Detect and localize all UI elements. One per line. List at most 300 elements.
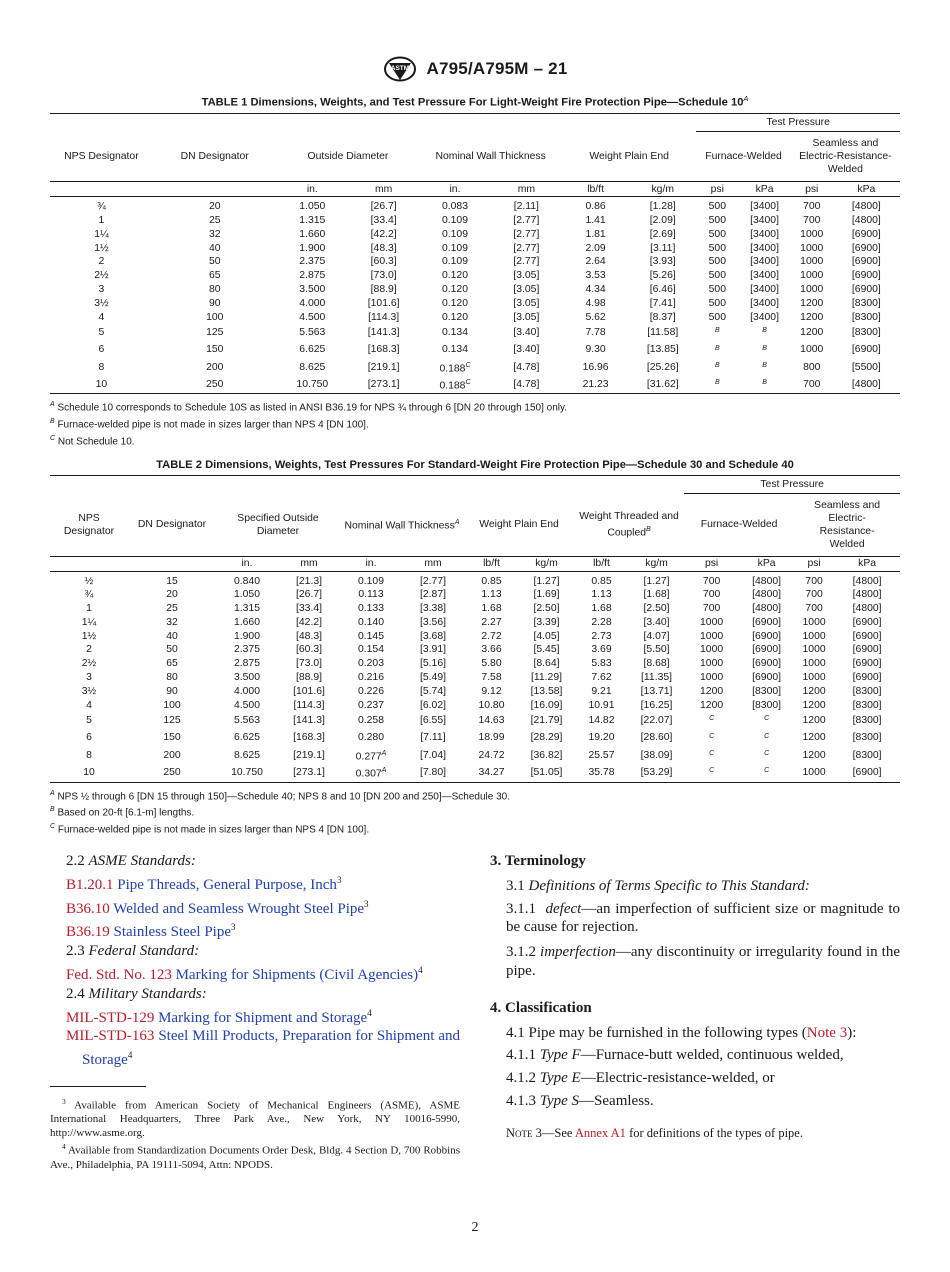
t1-cell: [4.78] — [513, 361, 540, 373]
section-3-1-1: 3.1.1 defect—an imperfection of sufficient size or magnitude to be cause for rejection. — [506, 900, 900, 936]
t2-cell: [13.58] — [530, 685, 563, 697]
t2-cell: 0.258 — [357, 715, 384, 727]
t1-cell: 200 — [206, 361, 224, 373]
t1-cell: [2.09] — [649, 215, 676, 227]
t2-cell: [3.68] — [420, 630, 446, 642]
t2-cell: 1000 — [802, 616, 826, 628]
t2-cell: [273.1] — [278, 764, 340, 782]
federal-references — [50, 961, 460, 985]
t2-cell: 14.63 — [478, 715, 505, 727]
t1-cell: 8 — [98, 361, 105, 373]
t1-unit-cell: in. — [419, 182, 490, 197]
t1-row — [50, 269, 900, 283]
t1-cell: 1000 — [800, 228, 824, 240]
t2-cell: 125 — [163, 715, 181, 727]
t2-footnote: $^A$ NPS ½ through 6 [DN 15 through 150]—Schedule 40; NPS 8 and 10 [DN 200 and 250]—Schedule 30. — [50, 789, 510, 802]
reference-title-link[interactable]: Pipe Threads, General Purpose, Inch — [117, 876, 337, 893]
t2-cell: 90 — [166, 685, 178, 697]
t1-cell: 2.875 — [299, 270, 326, 282]
t2-unit-cell: kPa — [739, 556, 794, 571]
t2-cell: 1000 — [700, 644, 724, 656]
t1-cell: B — [696, 376, 738, 394]
t1-row — [50, 324, 900, 341]
t2-cell: 25.57 — [588, 749, 615, 761]
t1-cell: 500 — [708, 284, 726, 296]
t2-cell: [8300] — [852, 685, 882, 697]
t2-cell: 2.72 — [481, 630, 502, 642]
t2-cell: [38.09] — [640, 749, 673, 761]
t1-row — [50, 297, 900, 311]
t2-cell: 1000 — [802, 658, 826, 670]
t1-cell: [6900] — [851, 284, 881, 296]
t2-cell: [4800] — [852, 575, 882, 587]
reference-item: Fed. Std. No. 123 Marking for Shipments (Civil Agencies)$^4$ — [66, 964, 423, 983]
t1-cell: [33.4] — [370, 215, 397, 227]
reference-code-link[interactable]: MIL-STD-163 — [66, 1028, 155, 1045]
t2-cell: 20 — [166, 589, 178, 601]
t1-cell: [11.58] — [647, 327, 679, 339]
t2-weight-header: Weight Plain End — [479, 519, 559, 530]
t2-cell: 1000 — [700, 672, 724, 684]
reference-code-link[interactable]: B36.10 — [66, 900, 110, 917]
t2-cell: 2½ — [81, 658, 97, 670]
t1-cell: B — [714, 344, 720, 352]
t1-unit-cell: mm — [348, 182, 419, 197]
t2-cell: 32 — [166, 616, 178, 628]
t1-cell: 700 — [791, 376, 833, 394]
t2-cell: [51.05] — [519, 764, 574, 782]
t1-od-header: Outside Diameter — [307, 150, 389, 162]
t2-cell: 5 — [86, 715, 92, 727]
t1-cell: B — [738, 376, 790, 394]
t1-cell: [26.7] — [370, 201, 397, 213]
t1-cell: 1000 — [800, 270, 824, 282]
t1-cell: [7.41] — [649, 297, 676, 309]
t2-cell: 0.203 — [357, 658, 384, 670]
t2-cell: [4800] — [752, 603, 782, 615]
t2-cell: 700 — [805, 575, 823, 587]
t2-units-row — [50, 556, 900, 571]
t1-cell: 2.375 — [299, 256, 326, 268]
reference-title-link[interactable]: Steel Mill Products, Preparation for Shipment and Storage — [82, 1028, 461, 1069]
t2-row — [50, 685, 900, 699]
t1-cell: [141.3] — [367, 327, 400, 339]
t1-unit-cell: kPa — [738, 182, 790, 197]
t1-cell: [3.40] — [513, 344, 540, 356]
t2-cell: [8.68] — [643, 658, 670, 670]
t2-cell: [11.35] — [641, 672, 673, 684]
t1-cell: 1¼ — [94, 228, 109, 240]
t1-cell: 2.64 — [585, 256, 606, 268]
t2-cell: [101.6] — [293, 685, 325, 697]
t1-row — [50, 359, 900, 376]
t2-cell: 0.226 — [357, 685, 384, 697]
t2-cell: 0.216 — [357, 672, 384, 684]
t2-cell: 1.13 — [481, 589, 502, 601]
t2-cell: [4800] — [852, 603, 882, 615]
t1-cell: B — [762, 327, 767, 335]
t2-cell: 1200 — [802, 732, 826, 744]
t1-cell: 21.23 — [562, 376, 629, 394]
t2-cell: [6900] — [752, 644, 782, 656]
t2-cell: 10.80 — [478, 699, 505, 711]
t2-cell: 0.140 — [357, 616, 384, 628]
t2-cell: 1000 — [794, 764, 834, 782]
t1-cell: 80 — [208, 284, 221, 296]
t2-row — [50, 588, 900, 602]
t2-cell: [5.50] — [643, 644, 670, 656]
t2-cell: 3 — [86, 672, 92, 684]
t1-cell: [114.3] — [368, 311, 400, 323]
t1-cell: 6 — [98, 344, 105, 356]
t1-cell: [3400] — [750, 256, 779, 268]
t2-cell: 0.85 — [481, 575, 502, 587]
t2-row — [50, 657, 900, 671]
t1-cell: [88.9] — [370, 284, 397, 296]
t2-unit-cell: lb/ft — [464, 556, 519, 571]
t1-cell: 100 — [206, 311, 224, 323]
t2-cell: C — [764, 750, 770, 757]
table-1-caption: TABLE 1 Dimensions, Weights, and Test Pressure For Light-Weight Fire Protection Pipe—Schedule $10^A$ — [201, 94, 749, 109]
t1-cell: 0.120 — [441, 270, 468, 282]
t1-row — [50, 255, 900, 269]
t1-test-pressure-header: Test Pressure — [696, 113, 900, 131]
t1-row — [50, 311, 900, 325]
t2-threaded-header: Weight Threaded and Coupled$^B$ — [579, 510, 679, 539]
t2-cell: 2.28 — [591, 616, 612, 628]
t2-cell: [1.68] — [643, 589, 670, 601]
t1-cell: [5500] — [851, 361, 881, 373]
t1-cell: [3400] — [750, 270, 779, 282]
t2-cell: 1.315 — [233, 603, 260, 615]
t2-unit-cell: kg/m — [519, 556, 574, 571]
t1-cell: 0.120 — [441, 311, 468, 323]
page-footnote: $^4$ Available from Standardization Documents Order Desk, Bldg. 4 Section D, 700 Robbins Ave., Philadelphia, PA 19111-5094, Attn: NPODS. — [50, 1142, 460, 1171]
reference-title-link[interactable]: Marking for Shipments (Civil Agencies) — [175, 966, 419, 983]
t2-cell: [114.3] — [293, 699, 325, 711]
t2-cell: [3.38] — [420, 603, 446, 615]
table-2-footnotes — [50, 787, 900, 837]
t2-cell: [26.7] — [296, 589, 322, 601]
t2-cell: 18.99 — [478, 732, 505, 744]
t1-cell: [8300] — [851, 297, 881, 309]
t1-cell: 2.09 — [585, 242, 606, 254]
t2-cell: [36.82] — [530, 749, 563, 761]
t2-cell: 35.78 — [574, 764, 629, 782]
t1-cell: B — [762, 344, 767, 352]
t1-cell: 3½ — [94, 297, 109, 309]
t1-cell: [3400] — [750, 311, 779, 323]
t2-cell: C — [709, 750, 715, 757]
t1-cell: 800 — [803, 361, 821, 373]
t2-cell: [8300] — [852, 699, 882, 711]
t2-unit-cell: in. — [340, 556, 402, 571]
t1-footnote: $^A$ Schedule 10 corresponds to Schedule 10S as listed in ANSI B36.19 for NPS ¾ through 6 [DN 20 through 150] only. — [50, 401, 568, 414]
t2-nps-header: NPS Designator — [63, 512, 115, 537]
t1-cell: 1½ — [94, 242, 109, 254]
t2-cell: [7.80] — [402, 764, 464, 782]
reference-title-link[interactable]: Welded and Seamless Wrought Steel Pipe — [113, 900, 365, 917]
t2-cell: [3.91] — [420, 644, 446, 656]
t2-cell: [8300] — [852, 715, 882, 727]
t2-cell: [1.27] — [533, 575, 560, 587]
t1-cell: 1000 — [800, 256, 824, 268]
section-3-heading: 3. Terminology — [490, 853, 586, 869]
t1-cell: 500 — [708, 311, 726, 323]
t2-cell: 0.109 — [357, 575, 384, 587]
t1-wall-header: Nominal Wall Thickness — [435, 150, 546, 162]
note-3: Note 3—See Annex A1 for definitions of the types of pipe. — [506, 1125, 803, 1140]
t2-cell: C — [764, 732, 770, 740]
t1-row — [50, 376, 900, 394]
table-2 — [50, 475, 900, 783]
t2-cell: 700 — [805, 589, 823, 601]
t2-cell: [6900] — [834, 764, 900, 782]
t1-row — [50, 283, 900, 297]
reference-item: B1.20.1 Pipe Threads, General Purpose, Inch$^3$ — [66, 874, 342, 893]
t2-cell: 80 — [166, 672, 178, 684]
page-footnotes — [50, 1095, 460, 1172]
section-2-4: 2.4 Military Standards: — [66, 985, 207, 1002]
reference-code-link[interactable]: MIL-STD-129 — [66, 1009, 155, 1026]
t2-cell: [3.40] — [643, 616, 670, 628]
t2-row — [50, 699, 900, 713]
t1-unit-cell: mm — [491, 182, 562, 197]
t2-cell: [48.3] — [296, 630, 322, 642]
reference-item: MIL-STD-163 Steel Mill Products, Preparation for Shipment and Storage$^4$ — [66, 1028, 461, 1069]
reference-code-link[interactable]: Fed. Std. No. 123 — [66, 966, 172, 983]
t2-cell: [53.29] — [629, 764, 684, 782]
t1-cell: [31.62] — [629, 376, 696, 394]
t2-cell: [8.64] — [533, 658, 560, 670]
reference-item: B36.10 Welded and Seamless Wrought Steel Pipe$^3$ — [66, 898, 369, 917]
t1-cell: 1200 — [800, 327, 824, 339]
t2-cell: 0.145 — [357, 630, 384, 642]
t2-furnace-header: Furnace-Welded — [700, 519, 778, 531]
t1-cell: [4800] — [833, 376, 900, 394]
t2-cell: 1.660 — [233, 616, 260, 628]
t2-cell: 2 — [86, 644, 92, 656]
t2-test-pressure-header: Test Pressure — [684, 476, 900, 494]
t1-cell: 500 — [708, 297, 726, 309]
t2-cell: 1½ — [81, 630, 97, 642]
t1-cell: 0.120 — [441, 284, 468, 296]
t2-cell: 0.85 — [591, 575, 612, 587]
t2-cell: [6900] — [752, 616, 782, 628]
t2-unit-cell: mm — [278, 556, 340, 571]
table-1-block — [50, 94, 900, 448]
t1-cell: [3.93] — [649, 256, 676, 268]
t2-cell: 19.20 — [588, 732, 615, 744]
t2-cell: [1.69] — [533, 589, 560, 601]
t2-cell: [2.50] — [643, 603, 670, 615]
t1-cell: 40 — [208, 242, 221, 254]
t1-cell: 500 — [708, 215, 726, 227]
t2-cell: [2.87] — [420, 589, 446, 601]
t2-row — [50, 571, 900, 588]
t2-cell: 1.68 — [591, 603, 612, 615]
t2-cell: C — [684, 764, 739, 782]
note-3-link[interactable]: Note 3 — [806, 1024, 848, 1041]
t2-cell: [6900] — [852, 672, 882, 684]
t2-cell: 4.500 — [233, 699, 260, 711]
t1-cell: [3400] — [750, 201, 779, 213]
t2-cell: [3.56] — [420, 616, 446, 628]
right-column — [490, 852, 900, 1141]
t2-cell: 3.500 — [233, 672, 260, 684]
t1-cell: 1200 — [800, 297, 824, 309]
t1-cell: [4800] — [851, 201, 881, 213]
t2-cell: 2.73 — [591, 630, 612, 642]
t2-cell: [4800] — [852, 589, 882, 601]
t2-cell: C — [709, 732, 715, 740]
t1-cell: [3400] — [750, 242, 779, 254]
t1-cell: 1.900 — [299, 242, 326, 254]
t1-cell: 5.563 — [299, 327, 326, 339]
t2-cell: [4.07] — [643, 630, 670, 642]
t2-row — [50, 671, 900, 685]
t1-furnace-header: Furnace-Welded — [705, 150, 782, 162]
section-3-1: 3.1 Definitions of Terms Specific to This Standard: — [506, 877, 810, 894]
t2-cell: 0.237 — [357, 699, 384, 711]
t1-cell: 0.083 — [441, 201, 468, 213]
reference-code-link[interactable]: B1.20.1 — [66, 876, 114, 893]
page-number: 2 — [471, 1220, 479, 1235]
t2-cell: 1.050 — [233, 589, 260, 601]
t2-cell: [11.29] — [530, 672, 562, 684]
t1-cell: 1.050 — [299, 201, 326, 213]
t1-row — [50, 197, 900, 214]
t2-cell: 1000 — [802, 672, 826, 684]
t2-row — [50, 747, 900, 764]
t2-cell: [4800] — [752, 575, 782, 587]
t1-cell: 0.134 — [441, 327, 468, 339]
t2-unit-cell: psi — [684, 556, 739, 571]
t1-cell: 4.98 — [585, 297, 606, 309]
reference-code-link[interactable]: B36.19 — [66, 924, 110, 941]
t2-dn-header: DN Designator — [137, 519, 207, 530]
t1-cell: 0.109 — [441, 228, 468, 240]
t2-cell: 5.83 — [591, 658, 612, 670]
t2-cell: [3.39] — [533, 616, 560, 628]
t1-cell: 0.109 — [441, 242, 468, 254]
t2-cell: 1000 — [802, 644, 826, 656]
t1-cell: [3.40] — [513, 327, 540, 339]
t1-cell: [13.85] — [646, 344, 679, 356]
t2-seamless-header: Seamless and Electric-Resistance-Welded — [814, 499, 881, 550]
t2-cell: 150 — [163, 732, 181, 744]
t1-cell: 500 — [708, 201, 726, 213]
t2-cell: [28.60] — [640, 732, 673, 744]
t1-weight-header: Weight Plain End — [589, 150, 669, 162]
t2-cell: 10 — [50, 764, 128, 782]
page-footnote: $^3$ Available from American Society of Mechanical Engineers (ASME), ASME International Headquarters, Three Park Ave., New York, NY 10016-5990, http://www.asme.org. — [50, 1096, 460, 1139]
reference-title-link[interactable]: Marking for Shipment and Storage — [158, 1009, 368, 1026]
t1-cell: 65 — [208, 270, 221, 282]
t1-cell: 1000 — [800, 242, 824, 254]
t2-cell: $0.277^A$ — [355, 750, 387, 763]
section-4-1-2: 4.1.2 Type E—Electric-resistance-welded, or — [506, 1070, 775, 1087]
reference-title-link[interactable]: Stainless Steel Pipe — [113, 924, 232, 941]
t1-cell: 10.750 — [277, 376, 348, 394]
t2-row — [50, 616, 900, 630]
t2-cell: [8300] — [852, 732, 882, 744]
t1-cell: 3.500 — [299, 284, 326, 296]
table-2-block — [50, 459, 900, 836]
t1-cell: [73.0] — [370, 270, 397, 282]
t2-cell: 1.13 — [591, 589, 612, 601]
t1-cell: 1.660 — [299, 228, 326, 240]
t1-cell: 20 — [208, 201, 221, 213]
t2-cell: 4 — [86, 699, 92, 711]
t1-cell: [6900] — [851, 270, 881, 282]
t2-cell: [2.50] — [533, 603, 560, 615]
t2-cell: 1.900 — [233, 630, 260, 642]
t1-row — [50, 342, 900, 359]
t1-cell: [2.77] — [513, 228, 540, 240]
annex-a1-link[interactable]: Annex A1 — [574, 1125, 626, 1140]
t2-row — [50, 712, 900, 729]
t2-cell: 9.21 — [591, 685, 612, 697]
t2-cell: 7.62 — [591, 672, 612, 684]
t1-cell: 1.41 — [585, 215, 606, 227]
t1-cell: 50 — [208, 256, 221, 268]
t1-unit-cell: psi — [791, 182, 833, 197]
t2-unit-cell: mm — [402, 556, 464, 571]
section-4-1: 4.1 Pipe may be furnished in the following types (Note 3): — [506, 1024, 857, 1041]
t2-cell: 2.375 — [233, 644, 260, 656]
t2-cell: 3.66 — [481, 644, 502, 656]
t1-cell: 25 — [208, 215, 221, 227]
t1-cell: [273.1] — [348, 376, 419, 394]
t1-cell: [3.05] — [513, 284, 540, 296]
t2-cell: 0.133 — [357, 603, 384, 615]
t2-cell: 65 — [166, 658, 178, 670]
t2-row — [50, 643, 900, 657]
t1-row — [50, 214, 900, 228]
t1-cell: 7.78 — [585, 327, 606, 339]
t1-cell: 4.000 — [299, 297, 326, 309]
t2-cell: 1200 — [700, 699, 724, 711]
t2-row — [50, 602, 900, 616]
t2-cell: [6900] — [752, 658, 782, 670]
t1-cell: 10 — [50, 376, 153, 394]
t1-cell: 0.134 — [441, 344, 468, 356]
t2-cell: 100 — [163, 699, 181, 711]
t1-row — [50, 228, 900, 242]
t1-cell: [3400] — [750, 297, 779, 309]
t1-cell: [2.77] — [513, 215, 540, 227]
t1-cell: [6.46] — [649, 284, 676, 296]
t1-unit-cell: kg/m — [629, 182, 696, 197]
t2-cell: [8300] — [752, 699, 782, 711]
t1-cell: [60.3] — [370, 256, 397, 268]
t2-cell: 9.12 — [481, 685, 502, 697]
t1-cell: ¾ — [97, 201, 106, 213]
reference-item: B36.19 Stainless Steel Pipe$^3$ — [66, 922, 236, 941]
t2-cell: 1¼ — [81, 616, 97, 628]
t1-cell: [2.69] — [649, 228, 676, 240]
t2-cell: C — [709, 715, 715, 723]
t1-cell: 4.34 — [585, 284, 606, 296]
t2-cell: [42.2] — [296, 616, 322, 628]
footnote-rule — [50, 1086, 146, 1087]
t1-unit-cell: in. — [277, 182, 348, 197]
t1-cell: 500 — [708, 228, 726, 240]
t2-cell: [88.9] — [296, 672, 322, 684]
t2-cell: 8 — [86, 749, 92, 761]
document-title: A795/A795M – 21 — [426, 59, 568, 78]
